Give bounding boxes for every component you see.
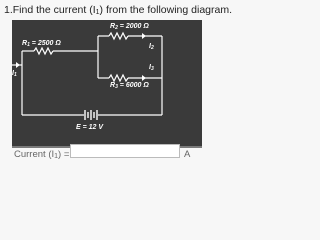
label-r1: [22, 40, 61, 49]
label-i2-sub: 2: [150, 45, 154, 51]
label-r1-letter: R: [22, 40, 28, 47]
question-text: [4, 4, 233, 19]
label-i1-sub: 1: [13, 72, 17, 78]
arrow-i1: [16, 62, 20, 68]
question-subscript: 1: [95, 9, 100, 16]
arrow-i3: [142, 75, 146, 81]
label-r3-value: = 6000 Ω: [117, 82, 149, 89]
label-r3: [110, 82, 149, 91]
battery-symbol: [85, 110, 97, 120]
answer-label-after: ) =: [58, 149, 70, 160]
resistor-r2: [109, 33, 128, 39]
label-i1-letter: I: [12, 70, 14, 77]
label-r2-sub: 2: [115, 25, 118, 31]
label-r2-value: = 2000 Ω: [117, 23, 149, 30]
label-i3: [149, 64, 154, 73]
label-r1-value: = 2500 Ω: [29, 40, 61, 47]
resistor-r3: [109, 75, 128, 81]
label-i3-letter: I: [149, 64, 151, 71]
label-r2: [110, 23, 149, 32]
label-r1-sub: 1: [27, 42, 30, 48]
answer-label-text: Current (I: [14, 149, 55, 160]
label-i1: [12, 70, 17, 79]
label-r3-sub: 3: [115, 84, 118, 90]
question-text-before: 1.Find the current (I: [4, 4, 96, 16]
answer-label-sub: 1: [54, 153, 59, 160]
circuit-diagram: [12, 20, 202, 148]
question-page: [0, 0, 233, 160]
current-answer-input[interactable]: [70, 144, 180, 158]
label-i2-letter: I: [149, 43, 151, 50]
label-r3-letter: R: [110, 82, 116, 89]
label-r2-letter: R: [110, 23, 116, 30]
label-i3-sub: 3: [150, 66, 154, 72]
label-emf: E = 12 V: [76, 124, 104, 131]
label-i2: [149, 43, 154, 52]
answer-label: [14, 149, 69, 160]
question-text-after: ) from the following diagram.: [99, 4, 233, 16]
arrow-i2: [142, 33, 146, 39]
answer-unit: A: [184, 149, 191, 160]
